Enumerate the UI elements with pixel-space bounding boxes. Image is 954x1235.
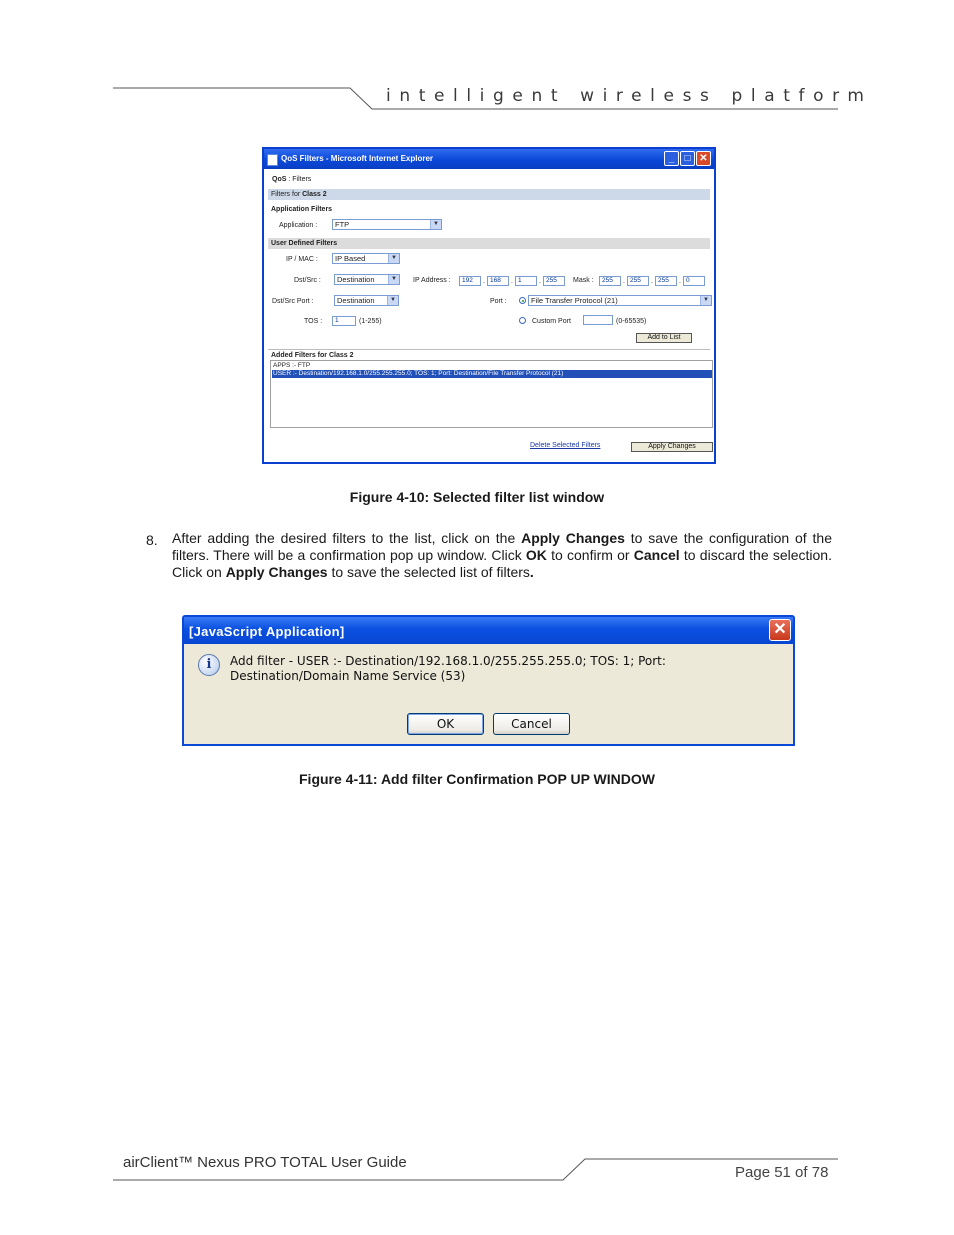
ipmac-label: IP / MAC : — [286, 256, 318, 263]
dialog-title-bar[interactable] — [184, 617, 793, 644]
close-icon[interactable]: ✕ — [769, 619, 791, 641]
cancel-button[interactable]: Cancel — [493, 713, 570, 735]
footer-page-number: Page 51 of 78 — [735, 1164, 829, 1181]
chevron-down-icon: ▼ — [700, 296, 711, 305]
tos-range: (1-255) — [359, 318, 382, 325]
mask-label: Mask : — [573, 277, 594, 284]
maximize-icon[interactable]: □ — [680, 151, 695, 166]
window-title: QoS Filters - Microsoft Internet Explorer — [281, 154, 434, 163]
application-select[interactable] — [332, 219, 442, 230]
ipmac-select[interactable] — [332, 253, 400, 264]
mask-octet-3[interactable]: 255 — [655, 276, 677, 286]
ie-page-icon — [267, 154, 278, 166]
breadcrumb-separator: : — [286, 176, 293, 183]
ip-octet-3[interactable]: 1 — [515, 276, 537, 286]
list-item-selected[interactable]: USER :- Destination/192.168.1.0/255.255.255.0; TOS: 1; Port: Destination/File Transfer Protocol (21) — [272, 370, 712, 378]
chevron-down-icon: ▼ — [430, 220, 441, 229]
application-label: Application : — [279, 222, 318, 229]
filters-for-class-band — [268, 189, 710, 200]
port-value: File Transfer Protocol (21) — [531, 296, 618, 305]
custom-port-label: Custom Port — [532, 318, 571, 325]
dialog-message: Add filter - USER :- Destination/192.168.1.0/255.255.255.0; TOS: 1; Port: Destination/Domain Name Service (53) — [230, 654, 666, 683]
ip-address-label: IP Address : — [413, 277, 451, 284]
mask-octet-1[interactable]: 255 — [599, 276, 621, 286]
delete-selected-link[interactable]: Delete Selected Filters — [530, 442, 601, 449]
javascript-dialog — [182, 615, 795, 746]
footer-guide-title: airClient™ Nexus PRO TOTAL User Guide — [123, 1154, 407, 1171]
custom-port-radio[interactable] — [519, 317, 526, 324]
dstsrc-label: Dst/Src : — [294, 277, 321, 284]
qos-filters-window — [262, 147, 716, 464]
figure-10-caption: Figure 4-10: Selected filter list window — [349, 489, 605, 505]
dstsrc-value: Destination — [337, 275, 375, 284]
window-content: QoS : Filters Filters for Class 2 Application Filters Application : FTP ▼ User Defined Filters IP / MAC : IP Based ▼ Dst/Src : Destination ▼ IP Address : 192 . 168 . 1 . 255 Mask : 255 . 255 . 255 . 0 Dst/Src Port : Destination ▼ Port : File Transfer Protocol (21) ▼ TOS : 1 (1-255) Custom Port (0-65535) Add to List Added Filters for Class 2 APPS :- FTP USER :- Destination/192.168.1.0/255.255.255.0; TOS: 1; Port: Destination/File Transfer Protocol (21) Delete Selected Filters Apply Changes — [264, 169, 714, 462]
tos-label: TOS : — [304, 318, 323, 325]
window-title-bar[interactable] — [264, 149, 714, 169]
step-paragraph: After adding the desired filters to the list, click on the Apply Changes to save the configuration of the filters. There will be a confirmation pop up window. Click OK to confirm or Cancel to discard the selection. Click on Apply Changes to save the selected list of filters. — [172, 530, 832, 580]
dstsrc-port-label: Dst/Src Port : — [272, 298, 314, 305]
apply-changes-button[interactable]: Apply Changes — [631, 442, 713, 452]
dstsrc-port-select[interactable] — [334, 295, 399, 306]
filters-for-class: Class 2 — [302, 191, 327, 198]
ipmac-value: IP Based — [335, 254, 366, 263]
ok-button[interactable]: OK — [407, 713, 484, 735]
chevron-down-icon: ▼ — [388, 275, 399, 284]
mask-octet-4[interactable]: 0 — [683, 276, 705, 286]
close-icon[interactable]: ✕ — [696, 151, 711, 166]
dstsrc-select[interactable] — [334, 274, 400, 285]
breadcrumb — [272, 175, 311, 185]
header-tagline: intelligent wireless platform — [386, 86, 873, 106]
custom-port-range: (0-65535) — [616, 318, 647, 325]
user-defined-heading: User Defined Filters — [268, 238, 710, 249]
application-filters-heading: Application Filters — [268, 204, 710, 215]
minimize-icon[interactable]: _ — [664, 151, 679, 166]
chevron-down-icon: ▼ — [387, 296, 398, 305]
dialog-title: [JavaScript Application] — [189, 624, 345, 639]
mask-octet-2[interactable]: 255 — [627, 276, 649, 286]
figure-11-caption: Figure 4-11: Add filter Confirmation POP UP WINDOW — [299, 771, 655, 787]
list-item[interactable]: APPS :- FTP — [273, 362, 311, 369]
custom-port-input[interactable] — [583, 315, 613, 325]
step-number: 8. — [146, 532, 158, 548]
tos-input[interactable]: 1 — [332, 316, 356, 326]
port-label: Port : — [490, 298, 507, 305]
port-select[interactable] — [528, 295, 712, 306]
added-filters-list[interactable] — [270, 360, 713, 428]
chevron-down-icon: ▼ — [388, 254, 399, 263]
breadcrumb-filters: Filters — [292, 176, 312, 183]
ip-octet-2[interactable]: 168 — [487, 276, 509, 286]
added-filters-heading: Added Filters for Class 2 — [268, 349, 710, 360]
filters-for-prefix: Filters for — [271, 191, 303, 198]
dstsrc-port-value: Destination — [337, 296, 375, 305]
add-to-list-button[interactable]: Add to List — [636, 333, 692, 343]
application-value: FTP — [335, 220, 350, 229]
ip-octet-1[interactable]: 192 — [459, 276, 481, 286]
info-icon: i — [198, 654, 220, 676]
ip-octet-4[interactable]: 255 — [543, 276, 565, 286]
port-radio[interactable] — [519, 297, 526, 304]
breadcrumb-qos: QoS — [272, 176, 287, 183]
